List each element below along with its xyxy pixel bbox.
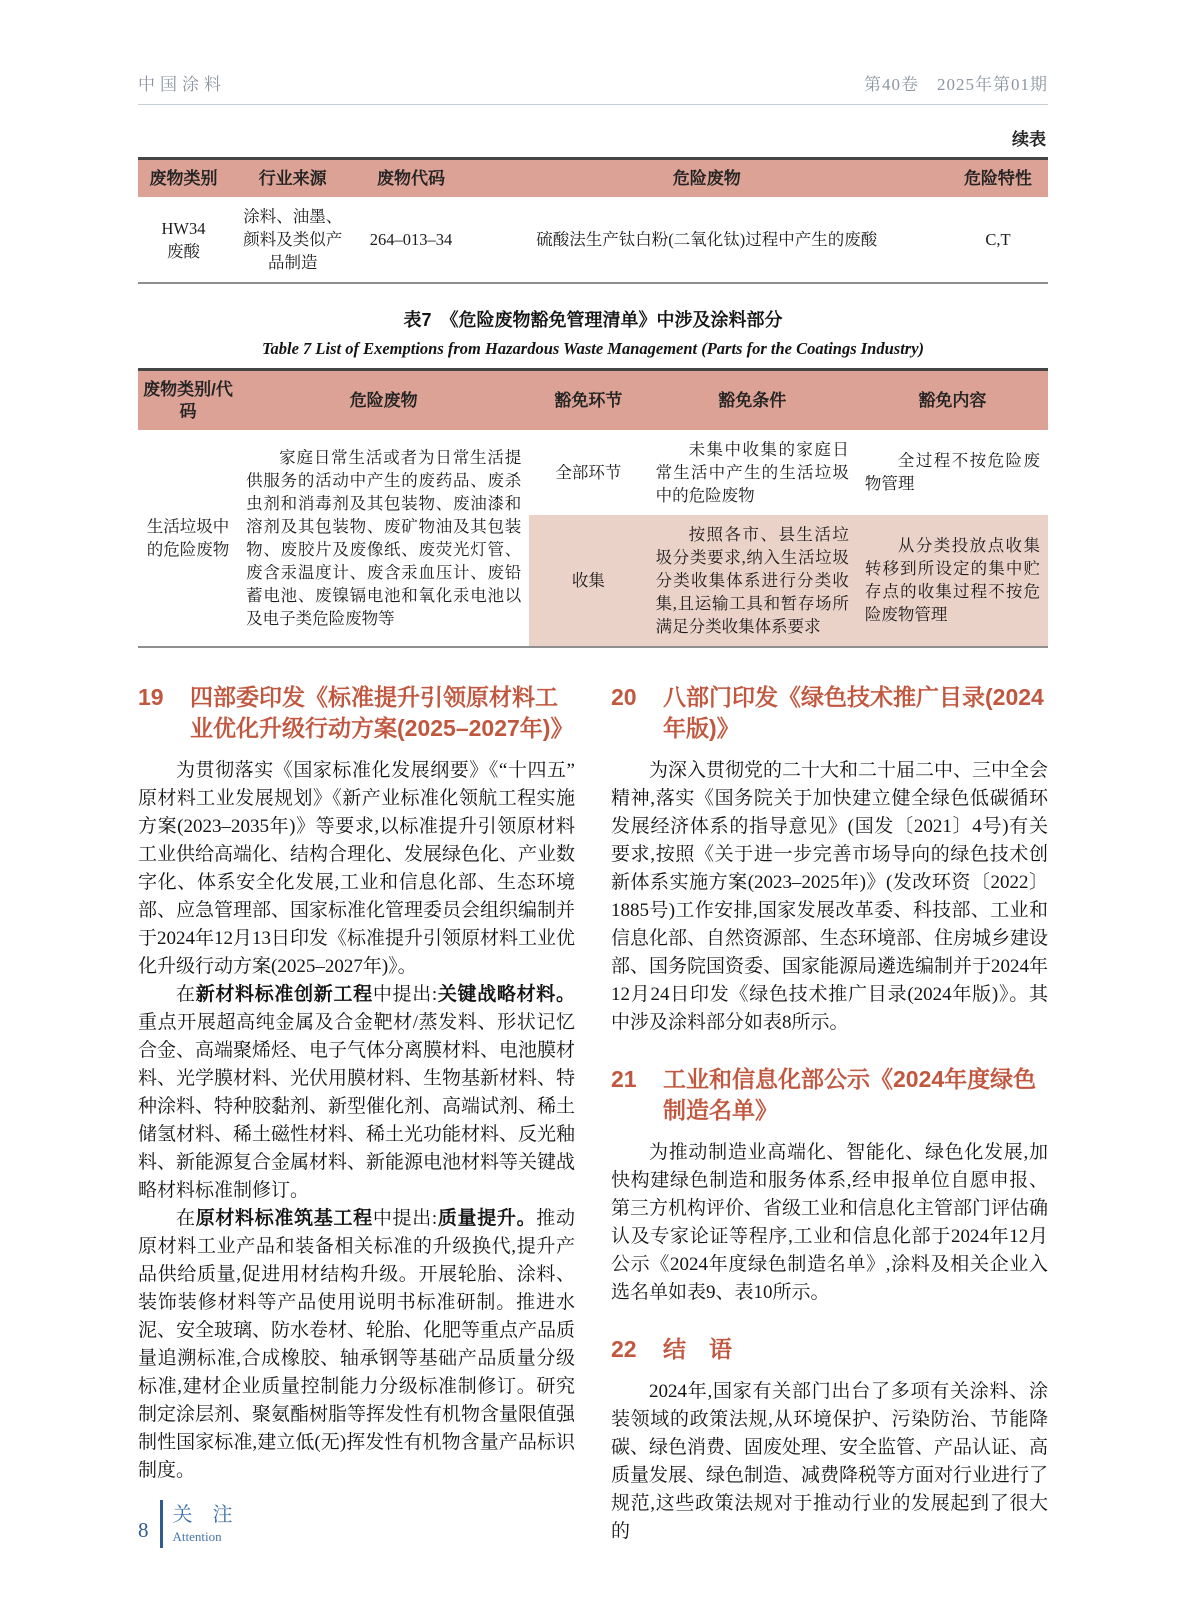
section-number: 21	[611, 1065, 637, 1092]
column-header: 危险废物	[349, 390, 418, 410]
section-19-heading	[138, 682, 575, 744]
text-segment-bold: 新材料标准创新工程	[195, 983, 373, 1005]
paragraph	[138, 981, 575, 1205]
column-header: 豁免内容	[918, 390, 987, 410]
table7-caption-cn: 表7 《危险废物豁免管理清单》中涉及涂料部分	[403, 310, 783, 331]
page-footer	[138, 1500, 233, 1548]
paragraph: 为推动制造业高端化、智能化、绿色化发展,加快构建绿色制造和服务体系,经申报单位自愿申报、第三方机构评价、省级工业和信息化主管部门评估确认及专家论证等程序,工业和信息化部于2024年12月公示《2024年度绿色制造名单》,涂料及相关企业入选名单如表9、表10所示。	[611, 1141, 1049, 1303]
cell-exemption-condition: 按照各市、县生活垃圾分类要求,纳入生活垃圾分类收集体系进行分类收集,且运输工具和暂存场所满足分类收集体系要求	[648, 515, 857, 647]
page-header	[138, 70, 1048, 105]
column-header: 危险废物	[672, 169, 741, 188]
cell-waste-category: 生活垃圾中的危险废物	[146, 516, 230, 559]
cell-hazardous-waste: 硫酸法生产钛白粉(二氧化钛)过程中产生的废酸	[536, 230, 878, 250]
table7-caption	[138, 306, 1048, 359]
footer-section-cn: 关 注	[172, 1503, 233, 1526]
paragraph: 2024年,国家有关部门出台了多项有关涂料、涂装领域的政策法规,从环境保护、污染防治、节能降碳、绿色消费、固废处理、安全监管、产品认证、高质量发展、绿色制造、减费降税等方面对行业进行了规范,这些政策法规对于推动行业的发展起到了很大的	[611, 1380, 1049, 1542]
section-title: 结 语	[663, 1335, 732, 1362]
section-number: 20	[611, 683, 637, 710]
cell-hazard-property: C,T	[985, 230, 1011, 250]
paragraph: 为深入贯彻党的二十大和二十届二中、三中全会精神,落实《国务院关于加快建立健全绿色低碳循环发展经济体系的指导意见》(国发〔2021〕4号)有关要求,按照《关于进一步完善市场导向的绿色技术创新体系实施方案(2023–2025年)》(发改环资〔2022〕1885号)工作安排,国家发展改革委、科技部、工业和信息化部、自然资源部、生态环境部、住房城乡建设部、国务院国资委、国家能源局遴选编制并于2024年12月24日印发《绿色技术推广目录(2024年版)》。其中涉及涂料部分如表8所示。	[611, 759, 1049, 1033]
text-segment: 推动原材料工业产品和装备相关标准的升级换代,提升产品供给质量,促进用材结构升级。开展轮胎、涂料、装饰装修材料等产品使用说明书标准研制。推进水泥、安全玻璃、防水卷材、轮胎、化肥等重点产品质量追溯标准,合成橡胶、轴承钢等基础产品质量分级标准,建材企业质量控制能力分级标准制修订。研究制定涂层剂、聚氨酯树脂等挥发性有机物含量限值强制性国家标准,建立低(无)挥发性有机物含量产品标识制度。	[138, 1207, 576, 1481]
cell-exemption-stage: 收集	[529, 515, 647, 647]
section-21-heading	[611, 1064, 1048, 1126]
table-row	[138, 430, 1048, 515]
column-header: 行业来源	[258, 169, 327, 188]
cell-exemption-stage: 全部环节	[555, 462, 622, 482]
continuation-table	[138, 157, 1048, 284]
footer-section-en: Attention	[172, 1528, 222, 1544]
column-header: 废物代码	[376, 169, 445, 188]
cell-exemption-condition: 未集中收集的家庭日常生活中产生的生活垃圾中的危险废物	[655, 439, 849, 505]
text-segment: 在	[176, 1207, 196, 1229]
cell-hazardous-waste: 家庭日常生活或者为日常生活提供服务的活动中产生的废药品、废杀虫剂和消毒剂及其包装物、废油漆和溶剂及其包装物、废矿物油及其包装物、废胶片及废像纸、废荧光灯管、废含汞温度计、废含汞血压计、废铅蓄电池、废镍镉电池和氧化汞电池以及电子类危险废物等	[246, 447, 522, 628]
text-segment-bold: 质量提升。	[437, 1207, 537, 1229]
column-header: 危险特性	[963, 169, 1032, 188]
table-header-row	[138, 370, 1048, 430]
page-number: 8	[138, 1517, 149, 1542]
exemption-table	[138, 368, 1048, 648]
column-header: 废物类别/代码	[143, 380, 233, 421]
cell-industry: 涂料、油墨、颜料及类似产品制造	[243, 207, 343, 273]
cell-category	[138, 197, 229, 283]
continued-table-label: 续表	[1012, 130, 1046, 149]
section-title: 八部门印发《绿色技术推广目录(2024年版)》	[663, 683, 1044, 741]
table-row	[138, 197, 1048, 283]
cell-exemption-content: 全过程不按危险废物管理	[864, 451, 1040, 494]
category-name: 废酸	[167, 241, 200, 261]
section-number: 22	[611, 1335, 637, 1362]
text-segment-bold: 关键战略材料。	[437, 983, 575, 1005]
section-number: 19	[138, 683, 164, 710]
text-segment: 重点开展超高纯金属及合金靶材/蒸发料、形状记忆合金、高端聚烯烃、电子气体分离膜材料、电池膜材料、光学膜材料、光伏用膜材料、生物基新材料、特种涂料、特种胶黏剂、新型催化剂、高端试剂、稀土储氢材料、稀土磁性材料、稀土光功能材料、反光釉料、新能源复合金属材料、新能源电池材料等关键战略材料标准制修订。	[138, 1011, 576, 1201]
category-code: HW34	[161, 218, 206, 238]
journal-name: 中国涂料	[138, 75, 226, 94]
table-header-row	[138, 159, 1048, 198]
paragraph	[138, 1205, 575, 1485]
paragraph: 为贯彻落实《国家标准化发展纲要》《“十四五”原材料工业发展规划》《新产业标准化领航工程实施方案(2023–2035年)》等要求,以标准提升引领原材料工业供给高端化、结构合理化、发展绿色化、产业数字化、体系安全化发展,工业和信息化部、生态环境部、应急管理部、国家标准化管理委员会组织编制并于2024年12月13日印发《标准提升引领原材料工业优化升级行动方案(2025–2027年)》。	[138, 759, 576, 977]
left-column	[138, 682, 575, 1546]
section-title: 四部委印发《标准提升引领原材料工业优化升级行动方案(2025–2027年)》	[190, 683, 574, 741]
issue-info: 第40卷 2025年第01期	[864, 75, 1048, 94]
text-segment: 中提出:	[372, 1207, 438, 1229]
text-segment: 中提出:	[372, 983, 438, 1005]
column-header: 豁免环节	[554, 390, 623, 410]
footer-divider	[160, 1500, 163, 1548]
footer-section	[173, 1504, 233, 1545]
cell-exemption-content: 从分类投放点收集转移到所设定的集中贮存点的收集过程不按危险废物管理	[857, 515, 1048, 647]
column-header: 豁免条件	[718, 390, 787, 410]
article-columns	[138, 682, 1048, 1546]
text-segment-bold: 原材料标准筑基工程	[195, 1207, 373, 1229]
text-segment: 在	[176, 983, 196, 1005]
table7-caption-en: Table 7 List of Exemptions from Hazardous Waste Management (Parts for the Coatings Industry)	[261, 339, 925, 359]
column-header: 废物类别	[149, 169, 218, 188]
section-22-heading	[611, 1334, 1048, 1365]
cell-code: 264–013–34	[369, 230, 453, 250]
section-20-heading	[611, 682, 1048, 744]
section-title: 工业和信息化部公示《2024年度绿色制造名单》	[663, 1065, 1037, 1123]
right-column	[611, 682, 1048, 1546]
